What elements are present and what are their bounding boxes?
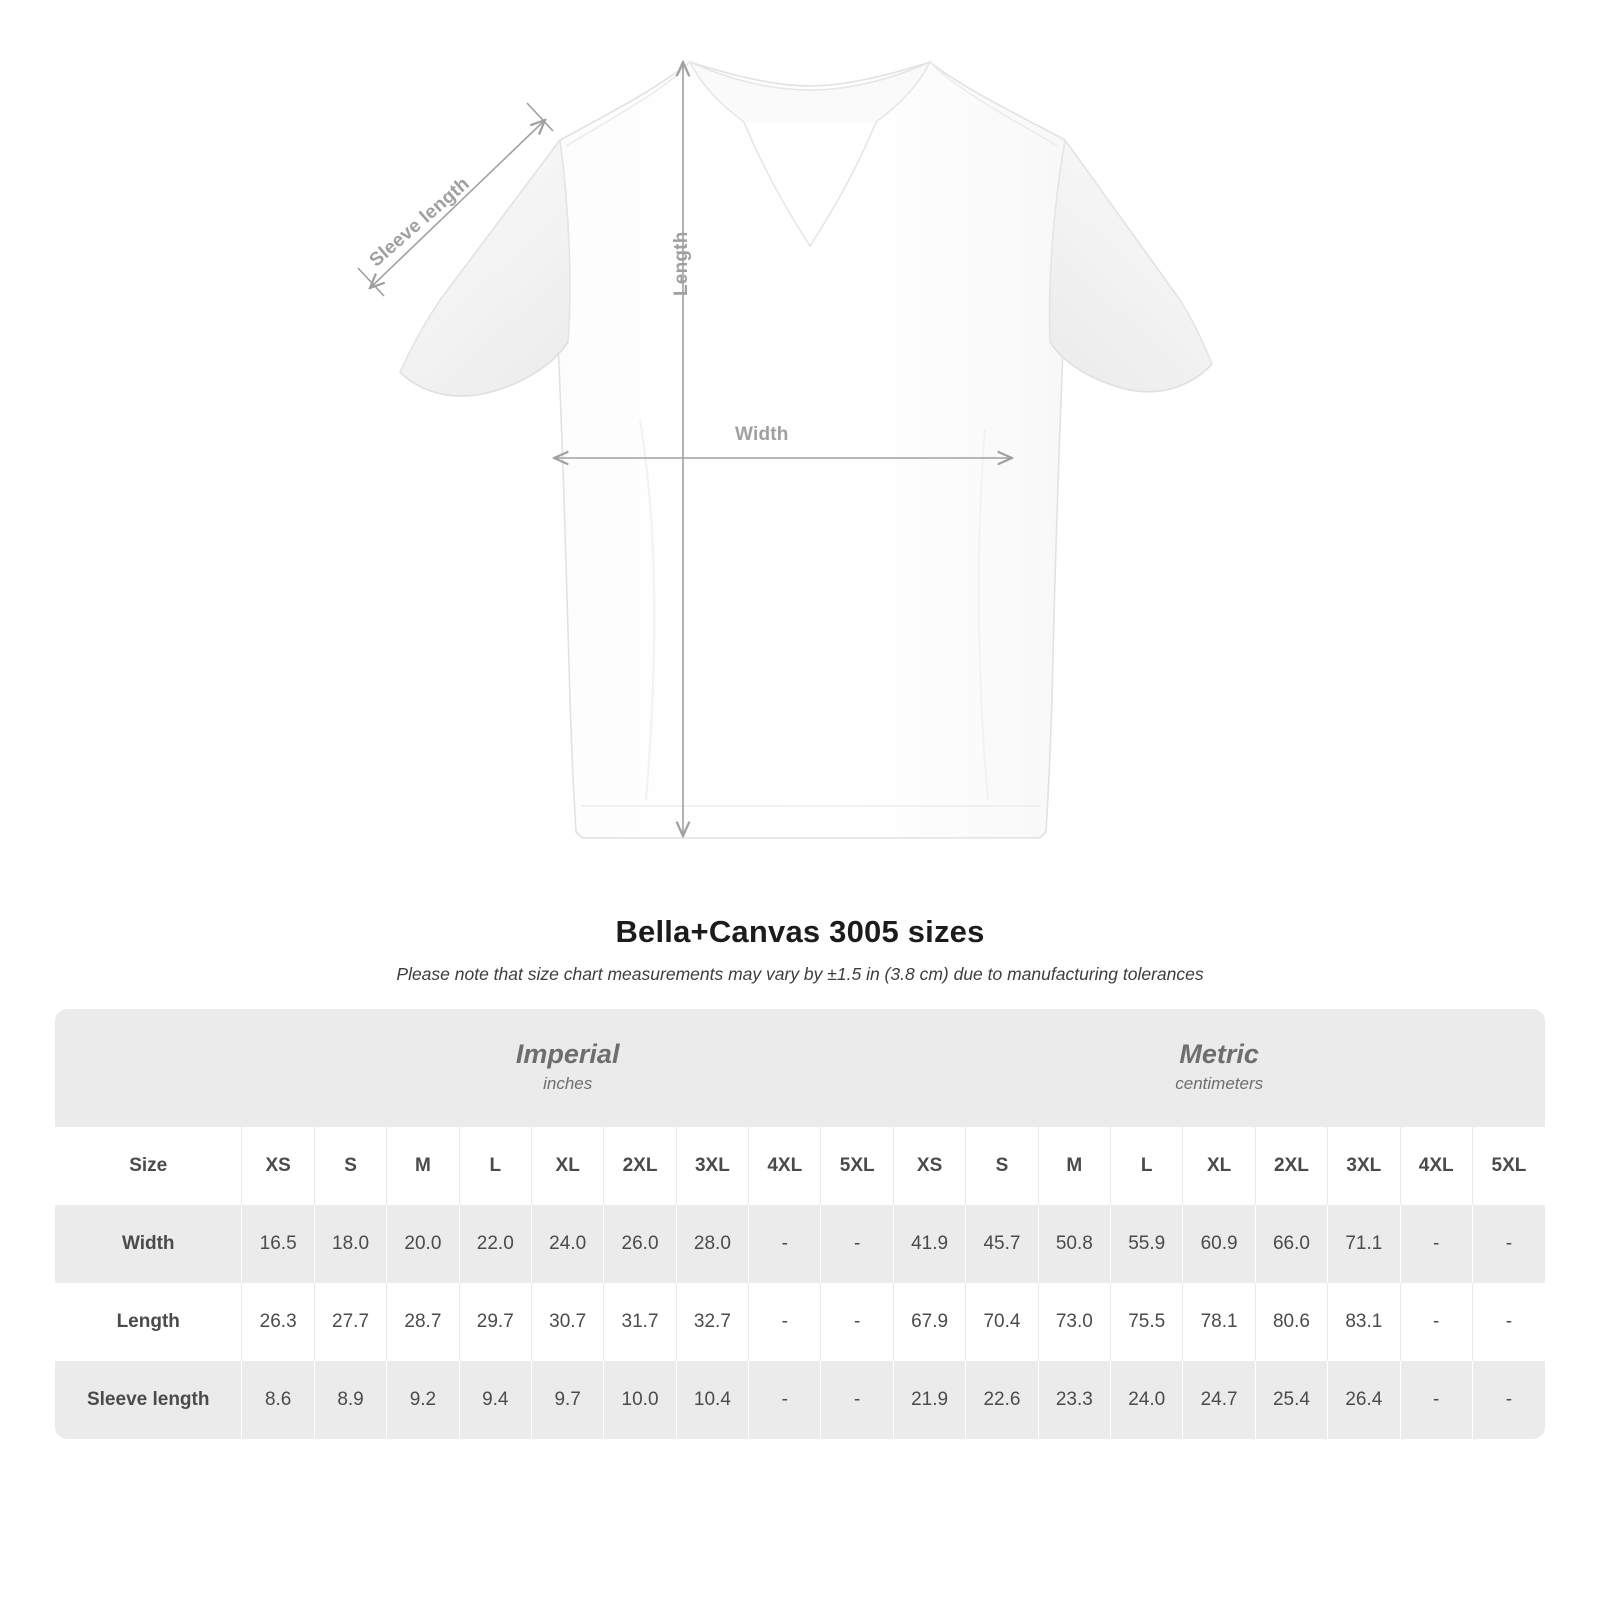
- unit-group-metric: [893, 1009, 1545, 1127]
- cell-length-metric-xl: 78.1: [1183, 1283, 1255, 1361]
- cell-sleeve-imperial-2xl: 10.0: [604, 1361, 676, 1439]
- cell-length-metric-xs: 67.9: [893, 1283, 965, 1361]
- sleeve-length-dimension-label: Sleeve length: [365, 173, 474, 272]
- cell-length-imperial-m: 28.7: [387, 1283, 459, 1361]
- cell-sleeve-metric-4xl: -: [1400, 1361, 1472, 1439]
- cell-width-metric-xl: 60.9: [1183, 1205, 1255, 1283]
- cell-width-metric-xs: 41.9: [893, 1205, 965, 1283]
- table-row: [55, 1283, 1545, 1361]
- cell-sleeve-imperial-3xl: 10.4: [676, 1361, 748, 1439]
- size-header-imperial-xl: XL: [531, 1127, 603, 1205]
- cell-length-metric-5xl: -: [1472, 1283, 1545, 1361]
- cell-length-metric-3xl: 83.1: [1328, 1283, 1400, 1361]
- cell-sleeve-metric-2xl: 25.4: [1255, 1361, 1327, 1439]
- cell-width-imperial-4xl: -: [749, 1205, 821, 1283]
- tolerance-note: Please note that size chart measurements may vary by ±1.5 in (3.8 cm) due to manufacturing tolerances: [396, 964, 1204, 984]
- unit-group-imperial-sub: inches: [543, 1073, 593, 1093]
- size-header-metric-4xl: 4XL: [1400, 1127, 1472, 1205]
- cell-sleeve-metric-3xl: 26.4: [1328, 1361, 1400, 1439]
- unit-header-spacer: [55, 1009, 242, 1127]
- size-header-imperial-l: L: [459, 1127, 531, 1205]
- cell-length-imperial-5xl: -: [821, 1283, 893, 1361]
- size-header-imperial-5xl: 5XL: [821, 1127, 893, 1205]
- size-header-imperial-2xl: 2XL: [604, 1127, 676, 1205]
- unit-group-imperial-name: Imperial: [515, 1038, 620, 1069]
- cell-width-imperial-m: 20.0: [387, 1205, 459, 1283]
- table-row: [55, 1205, 1545, 1283]
- cell-width-imperial-2xl: 26.0: [604, 1205, 676, 1283]
- cell-length-imperial-xs: 26.3: [242, 1283, 314, 1361]
- row-label-sleeve-length: Sleeve length: [55, 1361, 242, 1439]
- cell-width-metric-4xl: -: [1400, 1205, 1472, 1283]
- cell-sleeve-metric-xs: 21.9: [893, 1361, 965, 1439]
- cell-length-imperial-s: 27.7: [314, 1283, 386, 1361]
- size-header-imperial-4xl: 4XL: [749, 1127, 821, 1205]
- size-header-metric-m: M: [1038, 1127, 1110, 1205]
- size-header-imperial-xs: XS: [242, 1127, 314, 1205]
- table-row: [55, 1361, 1545, 1439]
- unit-header-row: [55, 1009, 1545, 1127]
- cell-sleeve-metric-m: 23.3: [1038, 1361, 1110, 1439]
- cell-sleeve-imperial-s: 8.9: [314, 1361, 386, 1439]
- size-header-imperial-s: S: [314, 1127, 386, 1205]
- cell-sleeve-metric-l: 24.0: [1111, 1361, 1183, 1439]
- size-header-metric-l: L: [1111, 1127, 1183, 1205]
- cell-width-imperial-xl: 24.0: [531, 1205, 603, 1283]
- size-header-metric-2xl: 2XL: [1255, 1127, 1327, 1205]
- cell-width-imperial-l: 22.0: [459, 1205, 531, 1283]
- cell-width-metric-2xl: 66.0: [1255, 1205, 1327, 1283]
- size-header-metric-s: S: [966, 1127, 1038, 1205]
- size-header-label: Size: [55, 1127, 242, 1205]
- unit-group-imperial: [242, 1009, 893, 1127]
- cell-sleeve-imperial-5xl: -: [821, 1361, 893, 1439]
- cell-length-imperial-3xl: 32.7: [676, 1283, 748, 1361]
- width-dimension-label: Width: [735, 424, 789, 445]
- cell-width-metric-s: 45.7: [966, 1205, 1038, 1283]
- cell-width-metric-m: 50.8: [1038, 1205, 1110, 1283]
- cell-length-metric-4xl: -: [1400, 1283, 1472, 1361]
- cell-sleeve-metric-xl: 24.7: [1183, 1361, 1255, 1439]
- cell-length-metric-2xl: 80.6: [1255, 1283, 1327, 1361]
- cell-width-imperial-s: 18.0: [314, 1205, 386, 1283]
- cell-sleeve-imperial-m: 9.2: [387, 1361, 459, 1439]
- cell-length-metric-s: 70.4: [966, 1283, 1038, 1361]
- cell-sleeve-imperial-4xl: -: [749, 1361, 821, 1439]
- size-header-row: [55, 1127, 1545, 1205]
- unit-group-metric-name: Metric: [1179, 1038, 1259, 1069]
- cell-length-metric-m: 73.0: [1038, 1283, 1110, 1361]
- length-dimension-label: Length: [671, 231, 692, 296]
- size-header-imperial-3xl: 3XL: [676, 1127, 748, 1205]
- cell-length-imperial-l: 29.7: [459, 1283, 531, 1361]
- cell-sleeve-imperial-xl: 9.7: [531, 1361, 603, 1439]
- cell-sleeve-imperial-xs: 8.6: [242, 1361, 314, 1439]
- title-block: [0, 914, 1600, 985]
- page-title: Bella+Canvas 3005 sizes: [615, 914, 985, 949]
- cell-sleeve-metric-s: 22.6: [966, 1361, 1038, 1439]
- cell-width-imperial-5xl: -: [821, 1205, 893, 1283]
- cell-length-imperial-4xl: -: [749, 1283, 821, 1361]
- size-header-metric-5xl: 5XL: [1472, 1127, 1545, 1205]
- cell-width-metric-3xl: 71.1: [1328, 1205, 1400, 1283]
- cell-sleeve-metric-5xl: -: [1472, 1361, 1545, 1439]
- cell-length-imperial-xl: 30.7: [531, 1283, 603, 1361]
- size-header-metric-xs: XS: [893, 1127, 965, 1205]
- cell-length-metric-l: 75.5: [1111, 1283, 1183, 1361]
- row-label-length: Length: [55, 1283, 242, 1361]
- cell-width-imperial-3xl: 28.0: [676, 1205, 748, 1283]
- size-table: [55, 1009, 1545, 1439]
- size-table-wrapper: [55, 1009, 1545, 1439]
- cell-width-metric-5xl: -: [1472, 1205, 1545, 1283]
- size-header-imperial-m: M: [387, 1127, 459, 1205]
- unit-group-metric-sub: centimeters: [1175, 1073, 1264, 1093]
- cell-length-imperial-2xl: 31.7: [604, 1283, 676, 1361]
- cell-width-metric-l: 55.9: [1111, 1205, 1183, 1283]
- size-header-metric-3xl: 3XL: [1328, 1127, 1400, 1205]
- cell-sleeve-imperial-l: 9.4: [459, 1361, 531, 1439]
- size-header-metric-xl: XL: [1183, 1127, 1255, 1205]
- cell-width-imperial-xs: 16.5: [242, 1205, 314, 1283]
- row-label-width: Width: [55, 1205, 242, 1283]
